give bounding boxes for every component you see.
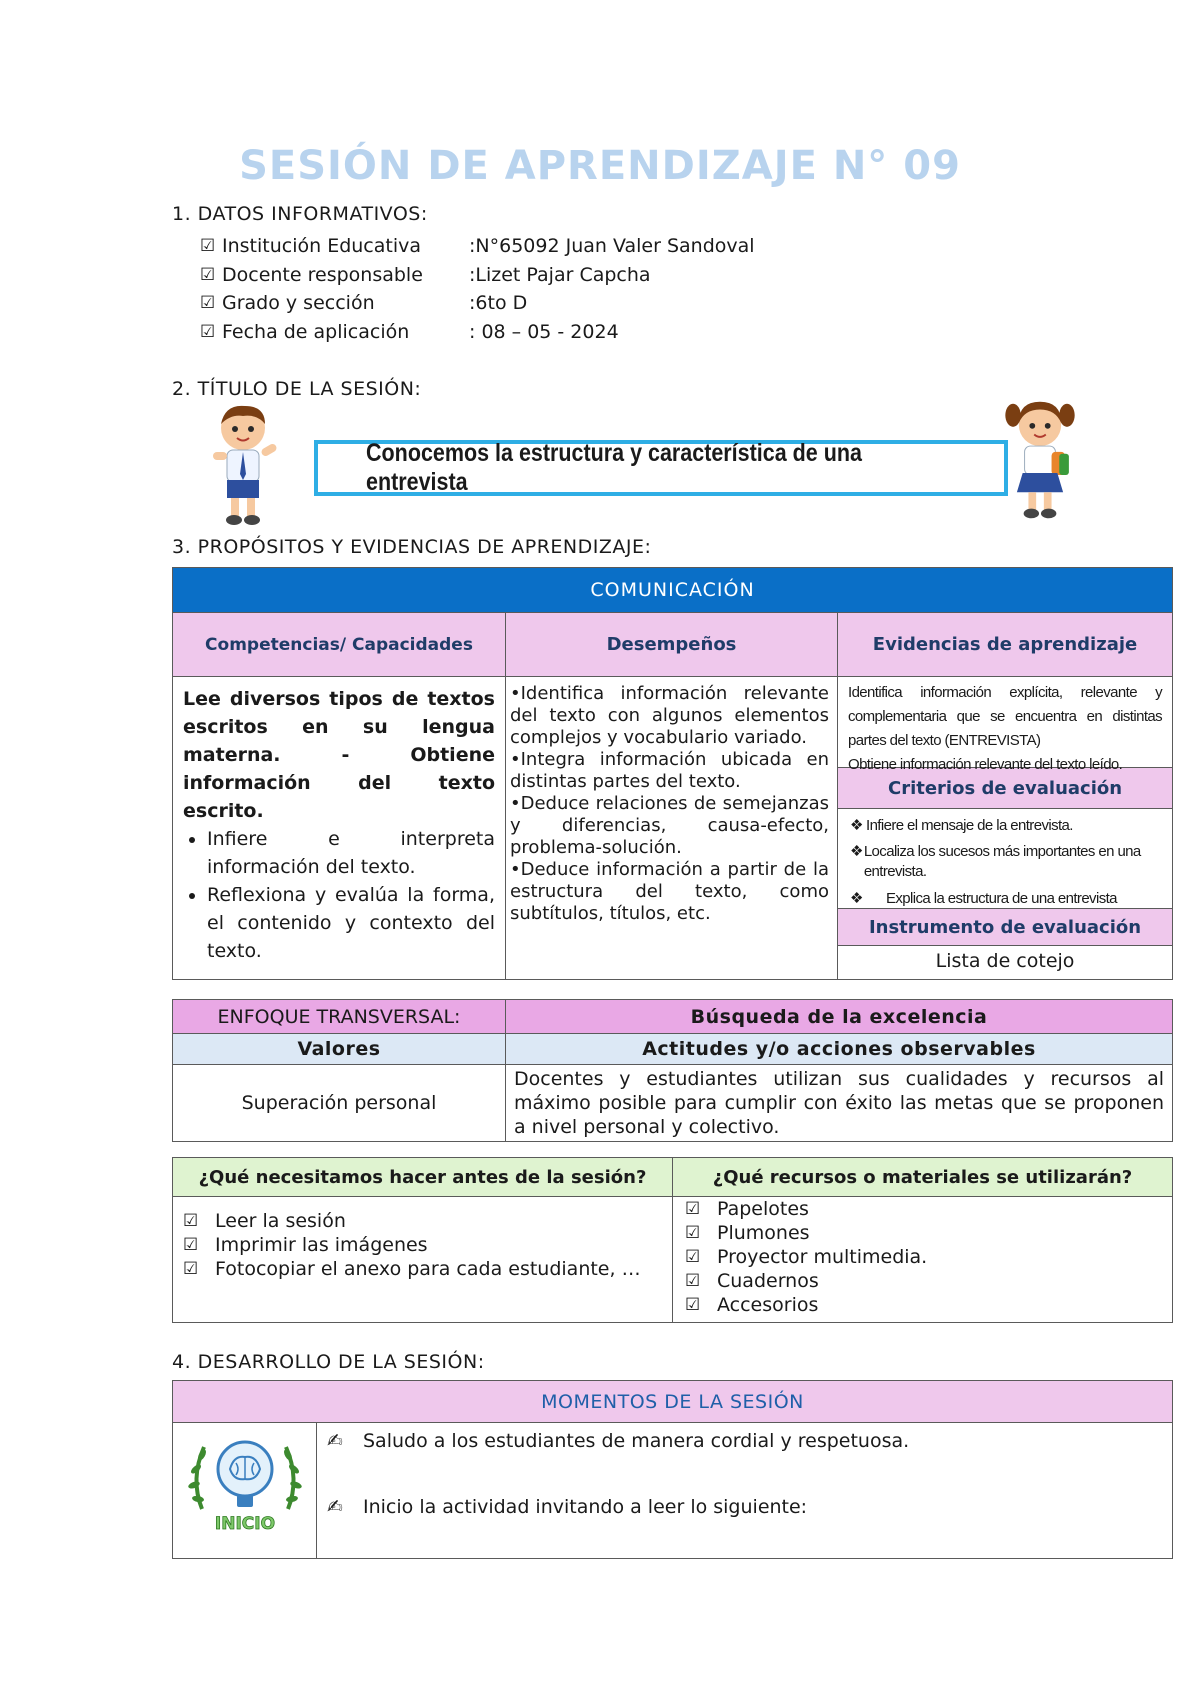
actitud-cell: Docentes y estudiantes utilizan sus cualidades y recursos al máximo posible para cumplir con éxito las metas que se proponen a nivel personal y colectivo. — [506, 1065, 1173, 1142]
actitudes-header: Actitudes y/o acciones observables — [506, 1034, 1173, 1065]
check-box-icon: ☑ — [183, 1235, 199, 1255]
session-title-box — [314, 440, 1008, 496]
desempenos-header: Desempeños — [506, 613, 838, 677]
enfoque-label: ENFOQUE TRANSVERSAL: — [173, 1000, 506, 1034]
competencias-cell — [173, 677, 506, 980]
purposes-table — [172, 567, 1173, 980]
info-value: :N°65092 Juan Valer Sandoval — [469, 235, 755, 257]
desempeno-item: •Integra información ubicada en distintas partes del texto. — [510, 749, 829, 792]
desempeno-item: •Deduce relaciones de semejanzas y diferencias, causa-efecto, problema-solución. — [510, 793, 829, 858]
list-item: ☑ Imprimir las imágenes — [183, 1234, 428, 1256]
instrumento-header: Instrumento de evaluación — [838, 908, 1172, 946]
info-label: Docente responsable — [222, 263, 423, 286]
brain-lightbulb-emblem — [182, 1429, 308, 1533]
list-item: ☑ Proyector multimedia. — [685, 1246, 928, 1268]
inicio-emblem-cell — [173, 1423, 317, 1559]
check-box-icon: ☑ — [200, 236, 216, 256]
check-box-icon: ☑ — [200, 321, 216, 342]
session-title: Conocemos la estructura y característica de una entrevista — [366, 439, 862, 496]
diamond-bullet-icon: ❖ — [850, 817, 863, 834]
check-box-icon: ☑ — [685, 1271, 701, 1291]
info-label: Grado y sección — [222, 292, 375, 314]
evidencias-cell — [838, 677, 1173, 980]
criterios-header: Criterios de evaluación — [838, 767, 1172, 809]
recursos-cell — [673, 1197, 1173, 1323]
preparacion-table — [172, 1157, 1173, 1323]
desempeno-item: •Identifica información relevante del texto con algunos elementos complejos y vocabulario variado. — [510, 683, 829, 748]
recursos-header: ¿Qué recursos o materiales se utilizarán? — [673, 1158, 1173, 1197]
info-value: :Lizet Pajar Capcha — [469, 263, 651, 286]
valores-header: Valores — [173, 1034, 506, 1065]
info-row — [200, 232, 755, 261]
boy-illustration — [205, 400, 285, 530]
info-value: : 08 – 05 - 2024 — [469, 320, 619, 343]
diamond-bullet-icon: ❖ — [850, 843, 863, 860]
list-item: ❖ Infiere el mensaje de la entrevista. — [850, 813, 1160, 838]
list-item: ☑ Papelotes — [685, 1198, 809, 1220]
list-item: ❖ Explica la estructura de una entrevista — [850, 886, 1160, 911]
info-row — [200, 261, 755, 290]
info-label: Fecha de aplicación — [222, 320, 410, 343]
info-label: Institución Educativa — [222, 235, 422, 257]
info-value: :6to D — [469, 292, 528, 314]
check-box-icon: ☑ — [200, 264, 216, 285]
info-row — [200, 318, 755, 347]
bullet-icon: • — [510, 793, 521, 814]
inicio-label: INICIO — [214, 1514, 275, 1533]
desempenos-cell — [506, 677, 838, 980]
check-box-icon: ☑ — [685, 1295, 701, 1315]
list-item: • Infiere e interpreta información del texto. — [207, 825, 495, 881]
check-box-icon: ☑ — [685, 1247, 701, 1267]
valor-cell: Superación personal — [173, 1065, 506, 1142]
list-item: ☑ Leer la sesión — [183, 1210, 346, 1232]
evidencias-header: Evidencias de aprendizaje — [838, 613, 1173, 677]
momentos-header: MOMENTOS DE LA SESIÓN — [173, 1381, 1173, 1423]
section-3-heading: 3. PROPÓSITOS Y EVIDENCIAS DE APRENDIZAJE: — [172, 536, 652, 558]
check-box-icon: ☑ — [183, 1259, 199, 1279]
enfoque-table — [172, 999, 1173, 1142]
bullet-icon: • — [510, 683, 521, 704]
list-item: ☑ Plumones — [685, 1222, 810, 1244]
inicio-steps-cell — [317, 1423, 1173, 1559]
check-box-icon: ☑ — [685, 1223, 701, 1243]
girl-illustration — [1000, 396, 1080, 526]
check-box-icon: ☑ — [685, 1199, 701, 1219]
info-list — [200, 232, 755, 346]
writing-hand-icon: ✍ — [327, 1496, 343, 1518]
capacidades-list — [183, 825, 495, 965]
enfoque-name: Búsqueda de la excelencia — [506, 1000, 1173, 1034]
antes-cell — [173, 1197, 673, 1323]
writing-hand-icon: ✍ — [327, 1430, 343, 1452]
antes-header: ¿Qué necesitamos hacer antes de la sesión? — [173, 1158, 673, 1197]
competencias-header: Competencias/ Capacidades — [173, 613, 506, 677]
desarrollo-table — [172, 1380, 1173, 1559]
page-title: SESIÓN DE APRENDIZAJE N° 09 — [239, 143, 961, 189]
section-4-heading: 4. DESARROLLO DE LA SESIÓN: — [172, 1351, 485, 1373]
bullet-icon: • — [510, 749, 521, 770]
step-item: ✍ Inicio la actividad invitando a leer lo siguiente: — [327, 1496, 808, 1518]
list-item: ☑ Accesorios — [685, 1294, 819, 1316]
check-box-icon: ☑ — [183, 1211, 199, 1231]
section-1-heading: 1. DATOS INFORMATIVOS: — [172, 203, 428, 225]
step-item: ✍ Saludo a los estudiantes de manera cordial y respetuosa. — [327, 1430, 910, 1452]
competencia-text: Lee diversos tipos de textos escritos en su lengua materna. - Obtiene información del texto escrito. — [183, 688, 495, 822]
section-2-heading: 2. TÍTULO DE LA SESIÓN: — [172, 378, 422, 400]
criterios-list — [838, 809, 1172, 908]
check-box-icon: ☑ — [200, 293, 216, 313]
instrumento-value: Lista de cotejo — [935, 950, 1075, 972]
list-item: ☑ Cuadernos — [685, 1270, 819, 1292]
list-item: • Reflexiona y evalúa la forma, el contenido y contexto del texto. — [207, 881, 495, 965]
evidencia-text: Identifica información explícita, relevante y complementaria que se encuentra en distintas partes del texto (ENTREVISTA) Obtiene información relevante del texto leído. — [848, 684, 1163, 773]
diamond-bullet-icon: ❖ — [850, 890, 863, 907]
list-item: ☑ Fotocopiar el anexo para cada estudiante, … — [183, 1258, 641, 1280]
area-header: COMUNICACIÓN — [173, 568, 1173, 613]
bullet-icon: • — [510, 859, 521, 880]
desempeno-item: •Deduce información a partir de la estructura del texto, como subtítulos, títulos, etc. — [510, 859, 829, 924]
info-row — [200, 289, 755, 318]
list-item: ❖ Localiza los sucesos más importantes en una entrevista. — [850, 843, 1141, 880]
